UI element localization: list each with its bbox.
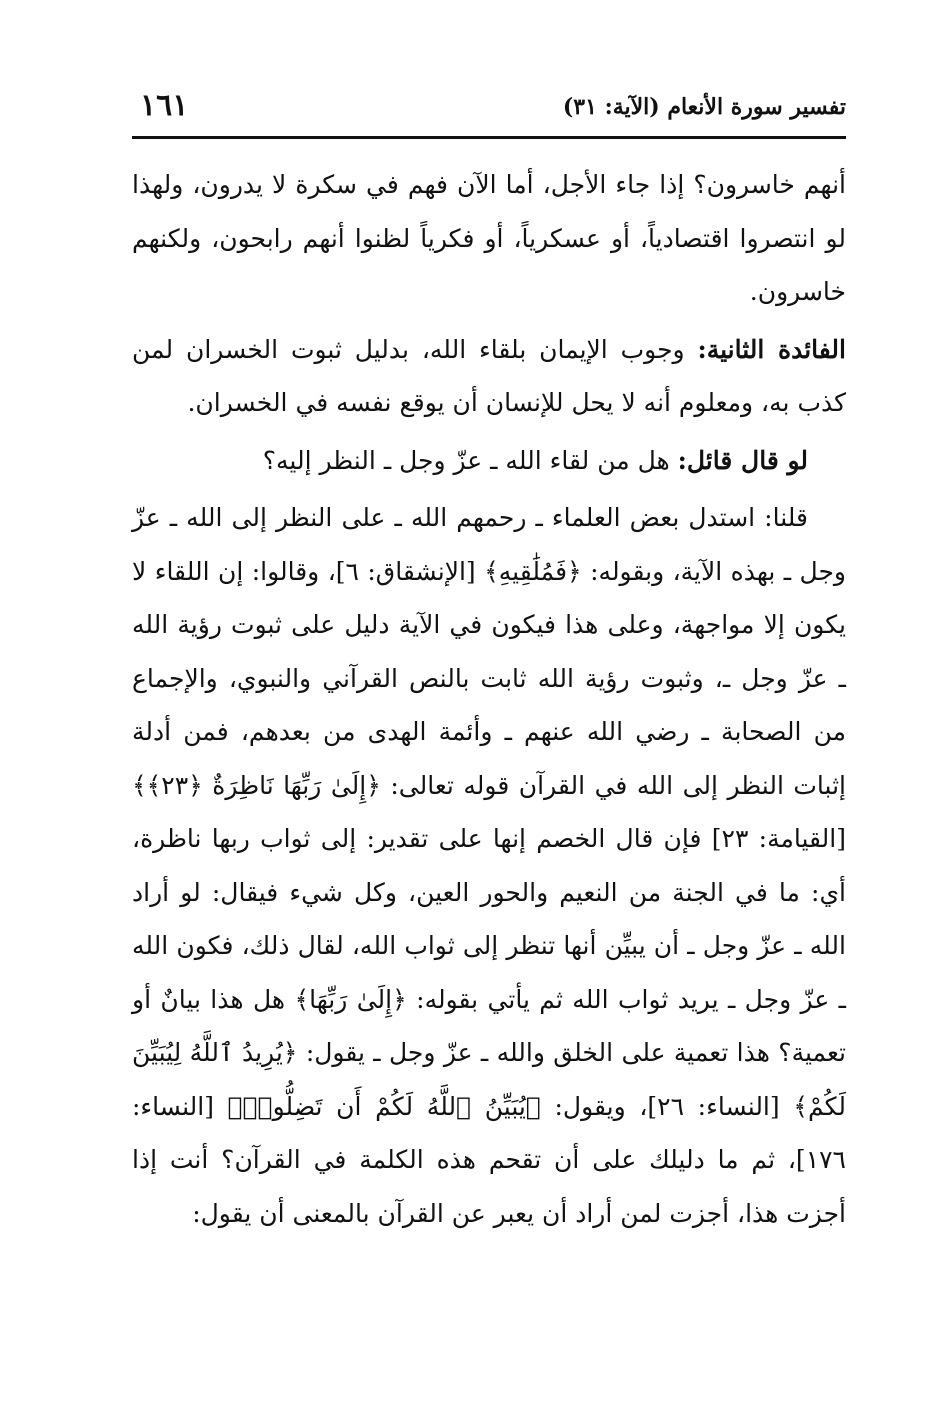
paragraph-3-text: هل من لقاء الله ـ عزّ وجل ـ النظر إليه؟	[262, 445, 678, 475]
paragraph-4-text: قلنا: استدل بعض العلماء ـ رحمهم الله ـ على النظر إلى الله ـ عزّ وجل ـ بهذه الآية، وبقوله: ﴿فَمُلَٰقِيهِ﴾ [الإنشقاق: ٦]، وقالوا: إن اللقاء لا يكون إلا مواجهة، وعلى هذا فيكون في الآية دليل على ثبوت رؤية الله ـ عزّ وجل ـ، وثبوت رؤية الله ثابت بالنص القرآني والنبوي، والإجماع من الصحابة ـ رضي الله عنهم ـ وأئمة الهدى من بعدهم، فمن أدلة إثبات النظر إلى الله في القرآن قوله تعالى: ﴿إِلَىٰ رَبِّهَا نَاظِرَةٌ ﴿٢٣﴾﴾ [القيامة: ٢٣] فإن قال الخصم إنها على تقدير: إلى ثواب ربها ناظرة، أي: ما في الجنة من النعيم والحور العين، وكل شيء فيقال: لو أراد الله ـ عزّ وجل ـ أن يبيِّن أنها تنظر إلى ثواب الله، لقال ذلك، فكون الله ـ عزّ وجل ـ يريد ثواب الله ثم يأتي بقوله: ﴿إِلَىٰ رَبِّهَا﴾ هل هذا بيانٌ أو تعمية؟ هذا تعمية على الخلق والله ـ عزّ وجل ـ يقول: ﴿يُرِيدُ ٱللَّهُ لِيُبَيِّنَ لَكُمْ﴾ [النساء: ٢٦]، ويقول: ﴿يُبَيِّنُ ٱللَّهُ لَكُمْ أَن تَضِلُّوا۟﴾ [النساء: ١٧٦]، ثم ما دليلك على أن تقحم هذه الكلمة في القرآن؟ أنت إذا أجزت هذا، أجزت لمن أراد أن يعبر عن القرآن بالمعنى أن يقول:	[132, 503, 847, 1228]
paragraph-2	[132, 323, 846, 430]
paragraph-1-text: أنهم خاسرون؟ إذا جاء الأجل، أما الآن فهم في سكرة لا يدرون، ولهذا لو انتصروا اقتصادياً، أو عسكرياً، أو فكرياً لظنوا أنهم رابحون، ولكنهم خاسرون.	[132, 170, 846, 306]
paragraph-2-lead: الفائدة الثانية:	[697, 334, 846, 364]
paragraph-4	[132, 491, 846, 1240]
running-title: تفسير سورة الأنعام (الآية: ٣١)	[562, 94, 846, 120]
page-header	[132, 88, 846, 128]
header-rule	[132, 136, 846, 139]
body-text	[132, 158, 846, 1240]
paragraph-3	[132, 434, 846, 488]
page-number: ١٦١	[140, 88, 189, 123]
paragraph-1	[132, 158, 846, 319]
paragraph-2-text: وجوب الإيمان بلقاء الله، بدليل ثبوت الخسران لمن كذب به، ومعلوم أنه لا يحل للإنسان أن يوقع نفسه في الخسران.	[132, 334, 846, 417]
paragraph-3-lead: لو قال قائل:	[677, 445, 808, 475]
